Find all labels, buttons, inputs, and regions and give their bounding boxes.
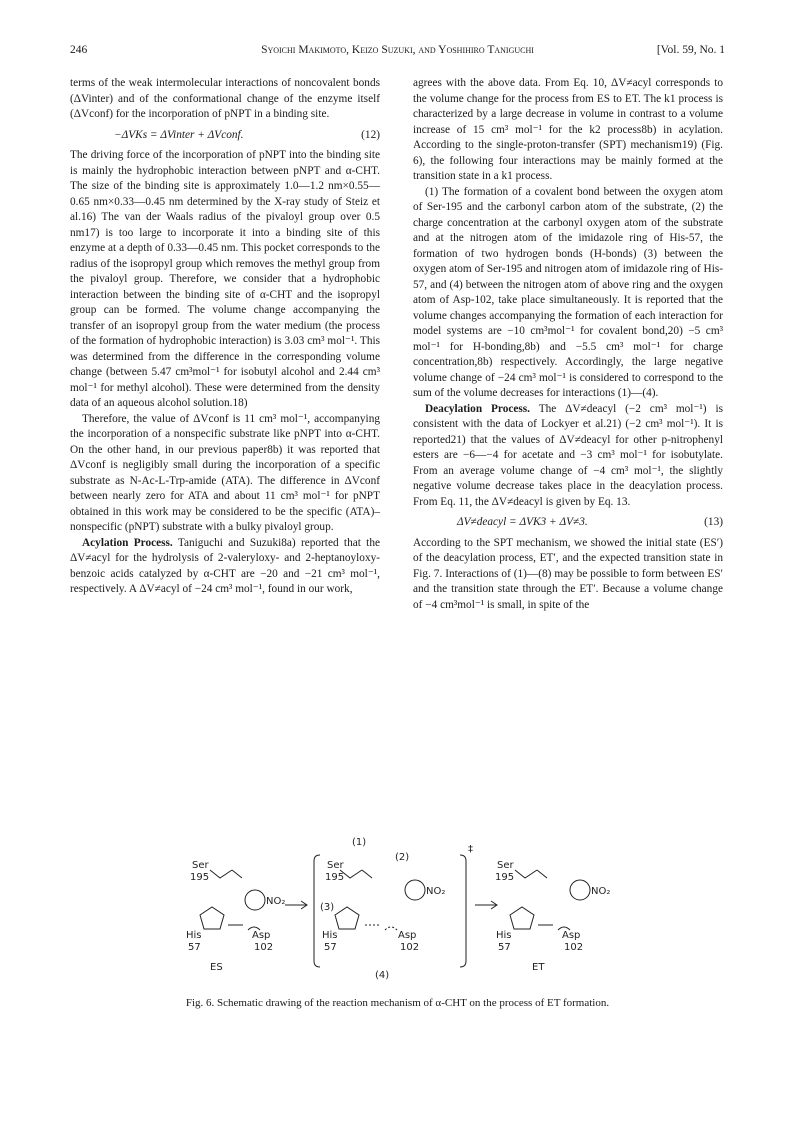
- volume-info: [Vol. 59, No. 1: [656, 44, 725, 56]
- running-header: [70, 44, 725, 60]
- et-imidazole-ring: [510, 907, 534, 929]
- paragraph: The driving force of the incorporation of pNPT into the binding site is mainly the hydrophobic interaction between pNPT and α-CHT. The size of the binding site is approximately 1.0—1.2 nm×0.55—0.65 nm×0.33—0.45 nm determined by the X-ray study of Steiz et al.16) The van der Waals radius of the pivaloyl group over 0.5 nm17) is too large to incorporate it into a binding site of this enzyme at a depth of 0.33—0.45 nm. This pocket corresponds to the radius of the isopropyl group which removes the methyl group from the pivaloyl group. Therefore, we consider that a hydrophobic interaction between the binding site of α-CHT and the isopropyl group can be formed. The volume change accompanying the transfer of an isopropyl group from the water medium (the process of the formation of hydrophobic interaction) is 3.03 cm³ mol⁻¹. This was determined from the difference in the corresponding volume change (between 5.47 cm³mol⁻¹ for isobutyl alcohol and 2.44 cm³ mol⁻¹ for methyl alcohol). These were determined from the density data of an aqueous alcohol solution.18): [70, 149, 380, 409]
- ts-no2-label: NO₂: [426, 886, 446, 897]
- interaction-4-label: (4): [375, 970, 390, 980]
- es-nitrophenyl-ring: [245, 890, 265, 910]
- et-nitrophenyl-ring: [570, 880, 590, 900]
- et-asp-label: Asp: [562, 930, 581, 941]
- ts-ser-label: Ser: [327, 860, 344, 871]
- label-et: ET: [532, 962, 545, 973]
- equation-number: (13): [704, 516, 723, 528]
- et-his-number: 57: [498, 942, 511, 953]
- equation-13: [413, 515, 723, 531]
- equation-text: −ΔVKs = ΔVinter + ΔVconf.: [114, 128, 244, 141]
- et-ser-label: Ser: [497, 860, 514, 871]
- left-column: [70, 76, 380, 598]
- es-ser-number: 195: [190, 872, 210, 883]
- transition-state-mark: ‡: [468, 844, 473, 855]
- running-authors: Syoichi Makimoto, Keizo Suzuki, and Yoshihiro Taniguchi: [261, 44, 534, 56]
- et-serine-bonds: [515, 870, 547, 878]
- ts-serine-bonds: [340, 870, 372, 878]
- es-no2-label: NO₂: [266, 896, 286, 907]
- right-column: [413, 76, 723, 613]
- paragraph: terms of the weak intermolecular interactions of noncovalent bonds (ΔVinter) and of the conformational change of the enzyme itself (ΔVconf) for the incorporation of pNPT in a binding site.: [70, 77, 380, 120]
- ts-nitrophenyl-ring: [405, 880, 425, 900]
- figure-caption: Fig. 6. Schematic drawing of the reaction mechanism of α-CHT on the process of ET formation.: [185, 997, 610, 1009]
- arrow-es-to-ts: [285, 901, 307, 909]
- et-ser-number: 195: [495, 872, 515, 883]
- es-asp-label: Asp: [252, 930, 271, 941]
- es-his-number: 57: [188, 942, 201, 953]
- es-ser-label: Ser: [192, 860, 209, 871]
- interaction-2-label: (2): [395, 852, 410, 863]
- interaction-1-label: (1): [352, 837, 367, 848]
- equation-text: ΔV≠deacyl = ΔVK3 + ΔV≠3.: [457, 516, 588, 528]
- paragraph-text: The ΔV≠deacyl (−2 cm³ mol⁻¹) is consistent with the data of Lockyer et al.21) (−2 cm³ mol⁻¹). It is reported21) that the values of ΔV≠deacyl for other p-nitrophenyl esters are −6—−4 for acetate and −3 cm³ mol⁻¹ for isobutylate. From an average volume change of −4 cm³ mol⁻¹, the slightly negative volume decrease takes place in the deacylation process. From Eq. 11, the ΔV≠deacyl is given by Eq. 13.: [413, 402, 723, 508]
- section-heading: Acylation Process.: [82, 536, 173, 549]
- paragraph: According to the SPT mechanism, we showed the initial state (ES′) of the deacylation process, ET′, and the expected transition state in Fig. 7. Interactions of (1)—(8) may be possible to form between ES′ and the transition state through the ET′. Because a volume change of −4 cm³mol⁻¹ is small, in spite of the: [413, 536, 723, 611]
- ts-imidazole-ring: [335, 907, 359, 929]
- paragraph-acylation: [70, 536, 380, 598]
- ts-asp-number: 102: [400, 942, 420, 953]
- label-es: ES: [210, 962, 223, 973]
- ts-bracket-right: [460, 855, 466, 967]
- ts-ser-number: 195: [325, 872, 345, 883]
- paragraph: (1) The formation of a covalent bond between the oxygen atom of Ser-195 and the carbonyl carbon atom of the substrate, (2) the charge concentration at the carbonyl oxygen atom of the substrate and at the nitrogen atom of the imidazole ring of His-57, the formation of two hydrogen bonds (H-bonds) (3) between the oxygen atom of Ser-195 and nitrogen atom of imidazole ring of His-57, and (4) between the nitrogen atom of above ring and the oxygen atom of Asp-102, take place simultaneously. It is reported that the volume changes accompanying the formation of each interaction for model systems are −10 cm³mol⁻¹ for covalent bond,20) −5 cm³ mol⁻¹ for H-bonding,8b) and −5.5 cm³ mol⁻¹ for charge concentration,8b) respectively. Accordingly, the large negative volume change of −24 cm³ mol⁻¹ is considered to correspond to the sum of the volume decreases for interactions (1)—(4).: [413, 185, 723, 399]
- paragraph-text: Taniguchi and Suzuki8a) reported that the ΔV≠acyl for the hydrolysis of 2-valeryloxy- and 2-heptanoyloxy-benzoic acids catalyzed by α-CHT are −20 and −21 cm³ mol⁻¹, respectively. A ΔV≠acyl of −24 cm³ mol⁻¹, found in our work,: [70, 536, 380, 595]
- paragraph: agrees with the above data. From Eq. 10, ΔV≠acyl corresponds to the volume change for the process from ES to ET. The k1 process is characterized by a large decrease in volume in contrast to a volume increase of 15 cm³ mol⁻¹ for the k2 process8b) in acylation. According to the single-proton-transfer (SPT) mechanism19) (Fig. 6), the following four interactions may be mainly formed at the transition state in a k1 process.: [413, 77, 723, 182]
- es-serine-bonds: [210, 870, 242, 878]
- interaction-3-label: (3): [320, 902, 335, 913]
- reaction-mechanism-figure: [170, 830, 630, 980]
- et-no2-label: NO₂: [591, 886, 611, 897]
- equation-number: (12): [361, 128, 380, 141]
- paragraph: Therefore, the value of ΔVconf is 11 cm³ mol⁻¹, accompanying the incorporation of a nonspecific substrate like pNPT into α-CHT. On the other hand, in our previous paper8b) it was reported that ΔVconf is negligibly small during the incorporation of a specific substrate as N-Ac-L-Trp-amide (ATA). The difference in ΔVconf between nearly zero for ATA and about 11 cm³ mol⁻¹ for pNPT obtained in this work may be considered to be the specific (ATA)–nonspecific (pNPT) substrate with a bulky pivaloyl group.: [70, 412, 380, 533]
- et-his-label: His: [496, 930, 512, 941]
- ts-hbond: [365, 925, 397, 930]
- arrow-ts-to-et: [475, 901, 497, 909]
- paragraph-deacylation: [413, 402, 723, 511]
- es-asp-number: 102: [254, 942, 274, 953]
- equation-12: [70, 128, 380, 144]
- ts-his-number: 57: [324, 942, 337, 953]
- section-heading: Deacylation Process.: [425, 402, 530, 415]
- page-number: 246: [70, 44, 88, 56]
- ts-asp-label: Asp: [398, 930, 417, 941]
- es-his-label: His: [186, 930, 202, 941]
- es-imidazole-ring: [200, 907, 224, 929]
- et-asp-number: 102: [564, 942, 584, 953]
- ts-his-label: His: [322, 930, 338, 941]
